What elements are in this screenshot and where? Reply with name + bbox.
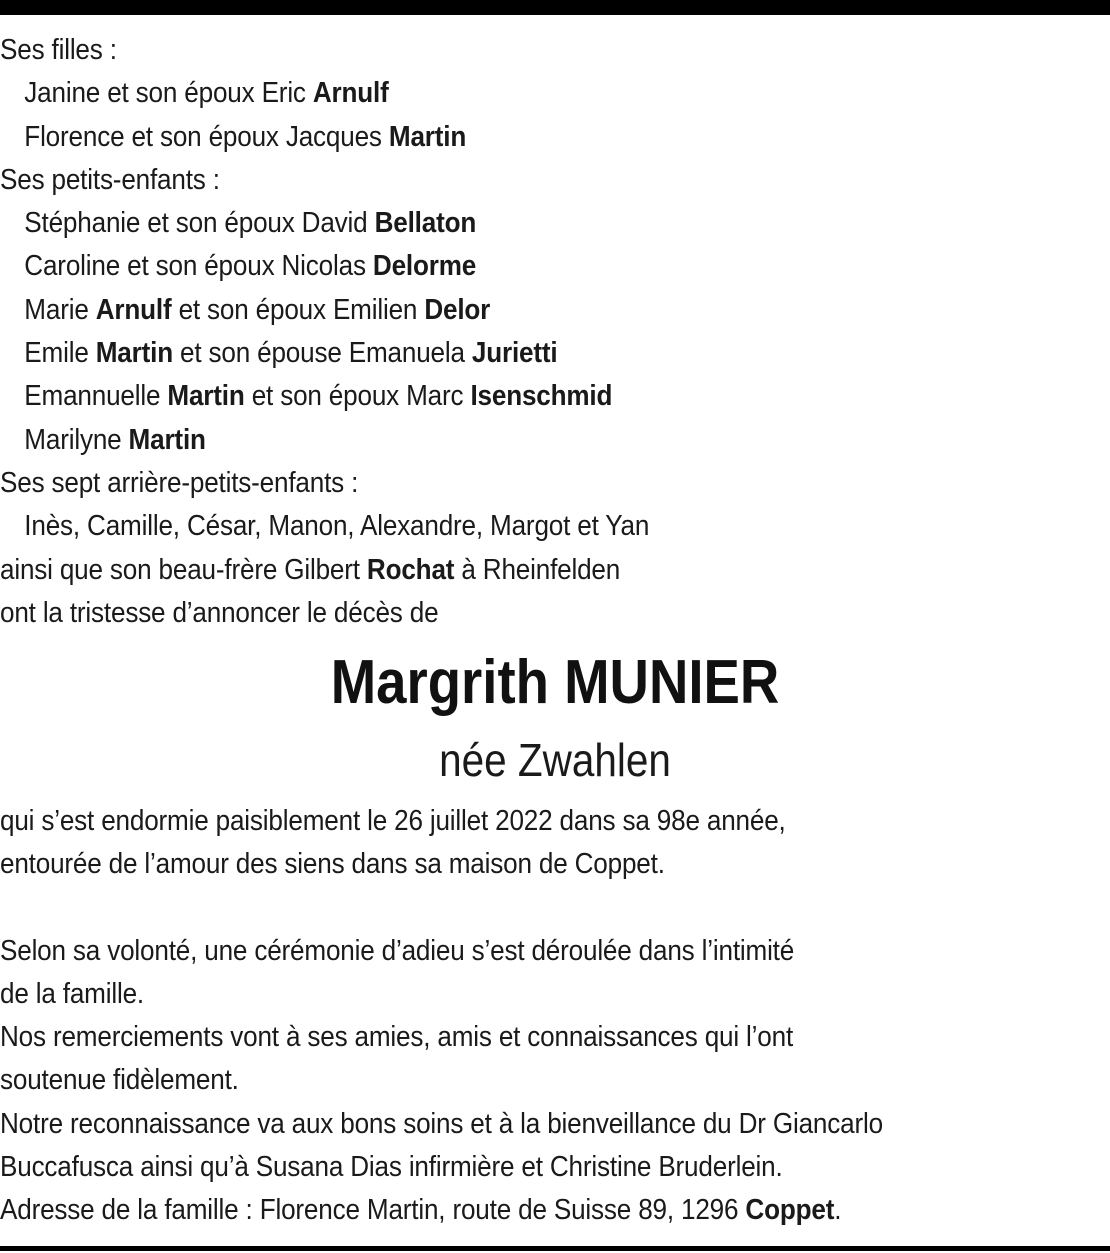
announcement-line: ont la tristesse d’annoncer le décès de [0, 596, 439, 629]
person-text: Emile [24, 337, 96, 370]
person-text: ainsi que son beau-frère Gilbert [0, 553, 367, 586]
beau-frere-line [0, 549, 999, 592]
surname: Martin [388, 120, 467, 153]
heading-petits-enfants: Ses petits-enfants : [0, 163, 220, 196]
person-text: Emannuelle [24, 380, 168, 413]
person-text: Janine et son époux Eric [24, 77, 313, 110]
list-item [0, 245, 999, 288]
surname: Delor [424, 293, 491, 326]
surname: Martin [167, 380, 245, 413]
surname: Martin [95, 337, 173, 370]
surname: Delorme [372, 250, 477, 283]
person-text: Marilyne [24, 423, 129, 456]
person-text: Florence et son époux Jacques [24, 120, 389, 153]
surname: Arnulf [312, 77, 389, 110]
body-line: Notre reconnaissance va aux bons soins et à la bienveillance du Dr Giancarlo [0, 1107, 883, 1140]
address-text: Adresse de la famille : Florence Martin, route de Suisse 89, 1296 [0, 1194, 746, 1227]
list-item [0, 419, 999, 462]
person-text: et son épouse Emanuela [172, 337, 472, 370]
list-item [0, 332, 999, 375]
deceased-name: Margrith MUNIER [330, 648, 780, 717]
list-item: Inès, Camille, César, Manon, Alexandre, Margot et Yan [24, 510, 650, 543]
list-item [0, 289, 999, 332]
body-line: qui s’est endormie paisiblement le 26 juillet 2022 dans sa 98e année, [0, 805, 786, 837]
body-line: Nos remerciements vont à ses amies, amis et connaissances qui l’ont [0, 1021, 794, 1054]
list-item [0, 116, 999, 159]
heading-arriere-petits-enfants: Ses sept arrière-petits-enfants : [0, 466, 359, 499]
list-item [0, 202, 999, 245]
body-line: Buccafusca ainsi qu’à Susana Dias infirmière et Christine Bruderlein. [0, 1151, 783, 1184]
paragraph-spacer [0, 887, 1110, 930]
person-text: et son époux Marc [244, 380, 471, 413]
address-text: . [834, 1194, 842, 1227]
top-border-rule [0, 0, 1110, 15]
surname: Bellaton [374, 207, 477, 240]
person-text: Caroline et son époux Nicolas [24, 250, 373, 283]
heading-filles: Ses filles : [0, 34, 117, 66]
body-line: soutenue fidèlement. [0, 1064, 239, 1097]
person-text: Stéphanie et son époux David [24, 207, 375, 240]
person-text: Marie [24, 293, 96, 326]
maiden-name: née Zwahlen [439, 734, 671, 786]
surname: Jurietti [471, 337, 558, 370]
surname: Martin [128, 423, 206, 456]
address-town: Coppet [745, 1194, 835, 1227]
bottom-border-rule [0, 1246, 1110, 1251]
surname: Isenschmid [470, 380, 613, 413]
person-text: et son époux Emilien [171, 293, 425, 326]
body-line: de la famille. [0, 977, 144, 1010]
notice-body [0, 800, 1110, 1233]
family-list [0, 29, 1110, 635]
body-line: Selon sa volonté, une cérémonie d’adieu s’est déroulée dans l’intimité [0, 934, 795, 967]
list-item [0, 72, 999, 115]
body-line: entourée de l’amour des siens dans sa maison de Coppet. [0, 848, 665, 881]
surname: Arnulf [95, 293, 172, 326]
address-line [0, 1189, 999, 1232]
list-item [0, 375, 999, 418]
surname: Rochat [366, 553, 455, 586]
person-text: à Rheinfelden [454, 553, 621, 586]
